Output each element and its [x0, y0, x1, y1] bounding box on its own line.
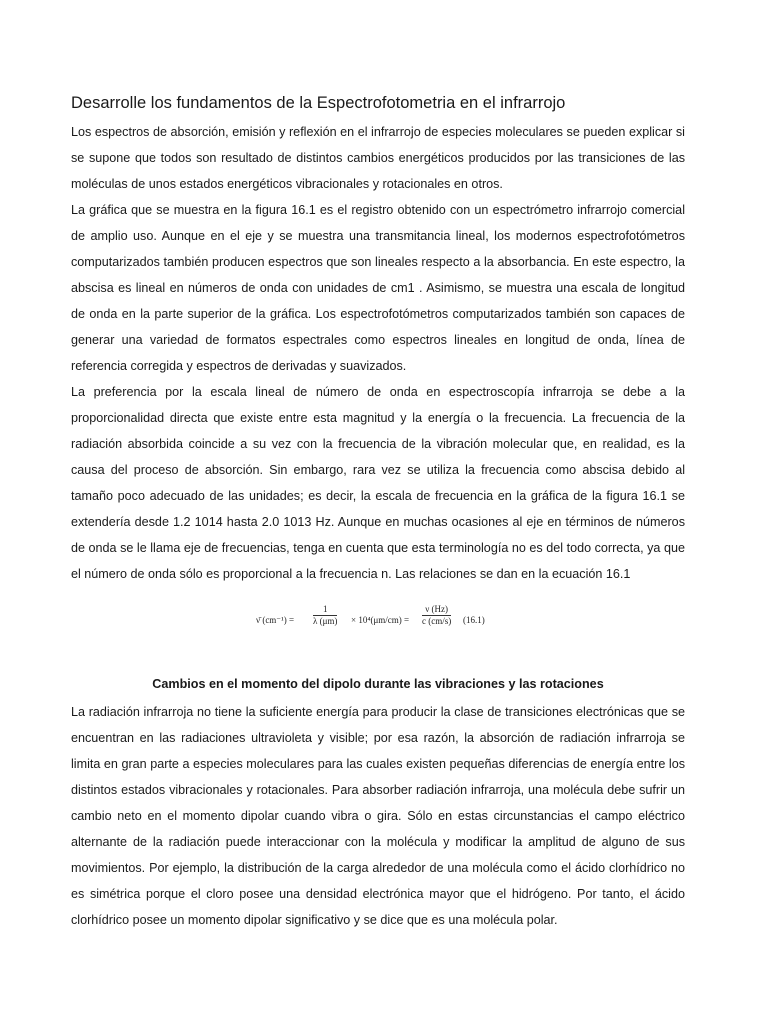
intro-section — [71, 119, 685, 587]
paragraph: La gráfica que se muestra en la figura 16.1 es el registro obtenido con un espectrómetro infrarrojo comercial de amplio uso. Aunque en el eje y se muestra una transmitancia lineal, los modernos espectrofotómetros computarizados también producen espectros que son lineales respecto a la absorbancia. En este espectro, la abscisa es lineal en números de onda con unidades de cm1 . Asimismo, se muestra una escala de longitud de onda en la parte superior de la gráfica. Los espectrofotómetros computarizados también son capaces de generar una variedad de formatos espectrales como espectros lineales en longitud de onda, línea de referencia corregida y espectros de derivadas y suavizados. — [71, 203, 685, 373]
equation-lhs: ν̄ (cm⁻¹) = — [256, 615, 295, 625]
equation-numerator: ν (Hz) — [422, 604, 451, 616]
paragraph: Los espectros de absorción, emisión y reflexión en el infrarrojo de especies moleculares se pueden explicar si se supone que todos son resultado de distintos cambios energéticos producidos por las transiciones de las moléculas de unos estados energéticos vibracionales y rotacionales en otros. — [71, 125, 685, 191]
paragraph: La preferencia por la escala lineal de número de onda en espectroscopía infrarroja se debe a la proporcionalidad directa que existe entre esta magnitud y la energía o la frecuencia. La frecuencia de la radiación absorbida coincide a su vez con la frecuencia de la vibración molecular que, en realidad, es la causa del proceso de absorción. Sin embargo, rara vez se utiliza la frecuencia como abscisa debido al tamaño poco adecuado de las unidades; es decir, la escala de frecuencia en la gráfica de la figura 16.1 se extendería desde 1.2 1014 hasta 2.0 1013 Hz. Aunque en muchas ocasiones al eje en términos de números de onda se le llama eje de frecuencias, tenga en cuenta que esta terminología no es del todo correcta, ya que el número de onda sólo es proporcional a la frecuencia n. Las relaciones se dan en la ecuación 16.1 — [71, 385, 685, 581]
paragraph: La radiación infrarroja no tiene la suficiente energía para producir la clase de transiciones electrónicas que se encuentran en las radiaciones ultravioleta y visible; por esa razón, la absorción de radiación infrarroja se limita en gran parte a especies moleculares para las cuales existen pequeñas diferencias de energía entre los distintos estados vibracionales y rotacionales. Para absorber radiación infrarroja, una molécula debe sufrir un cambio neto en el momento dipolar cuando vibra o gira. Sólo en estas circunstancias el campo eléctrico alternante de la radiación puede interaccionar con la molécula y modificar la amplitud de alguno de sus movimientos. Por ejemplo, la distribución de la carga alrededor de una molécula como el ácido clorhídrico no es simétrica porque el cloro posee una densidad electrónica mayor que el hidrógeno. Por tanto, el ácido clorhídrico posee un momento dipolar significativo y se dice que es una molécula polar. — [71, 705, 685, 927]
section-heading: Cambios en el momento del dipolo durante las vibraciones y las rotaciones — [152, 677, 604, 691]
page-title: Desarrolle los fundamentos de la Espectrofotometria en el infrarrojo — [71, 94, 566, 112]
dipole-section — [71, 699, 685, 933]
equation-fraction-frequency — [422, 604, 451, 627]
equation-denominator: λ (μm) — [313, 616, 338, 626]
equation-denominator: c (cm/s) — [422, 616, 452, 626]
equation-number: (16.1) — [463, 615, 485, 625]
equation-numerator: 1 — [313, 604, 337, 616]
equation-fraction-wavelength — [313, 604, 337, 627]
equation-multiplier: × 10⁴(μm/cm) = — [351, 615, 410, 625]
equation-16-1 — [256, 604, 496, 638]
